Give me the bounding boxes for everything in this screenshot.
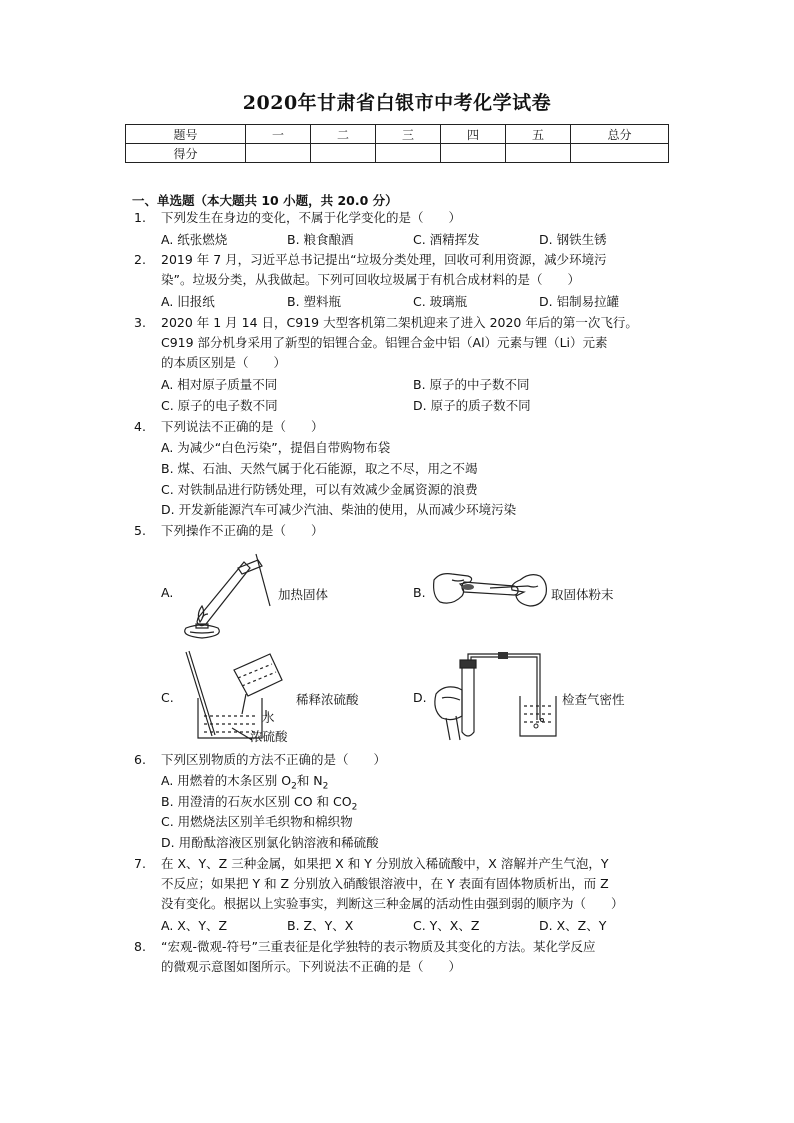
option-d[interactable]: D. 铝制易拉罐 xyxy=(539,294,620,309)
air-tightness-figure xyxy=(432,650,562,742)
option-d[interactable]: D. 钢铁生锈 xyxy=(539,232,607,247)
question-6 xyxy=(134,750,674,770)
option-b[interactable]: B. 粮食酿酒 xyxy=(287,232,354,247)
option-b-letter[interactable]: B. xyxy=(413,585,426,600)
option-c[interactable]: C. 对铁制品进行防锈处理，可以有效减少金属资源的浪费 xyxy=(161,482,478,497)
question-4 xyxy=(134,417,674,437)
question-3 xyxy=(134,313,674,373)
score-cell[interactable] xyxy=(571,144,669,163)
q7-options xyxy=(161,916,681,936)
subscript: 2 xyxy=(291,781,297,792)
option-a-label: 加热固体 xyxy=(278,587,329,602)
question-stem-line: 的本质区别是（ ） xyxy=(161,355,287,370)
option-b-text: B. 用澄清的石灰水区别 CO 和 CO xyxy=(161,794,352,809)
subscript: 2 xyxy=(322,781,329,792)
section-heading: 一、单选题（本大题共 10 小题，共 20.0 分） xyxy=(132,193,398,208)
score-cell[interactable] xyxy=(246,144,311,163)
question-8 xyxy=(134,937,674,977)
option-b[interactable]: B. Z、Y、X xyxy=(287,918,354,933)
question-stem: 下列发生在身边的变化，不属于化学变化的是（ ） xyxy=(161,210,462,225)
score-cell[interactable] xyxy=(311,144,376,163)
question-stem-line: 染”。垃圾分类，从我做起。下列可回收垃圾属于有机合成材料的是（ ） xyxy=(161,272,580,287)
option-d-label: 检查气密性 xyxy=(562,692,625,707)
score-table xyxy=(125,124,669,163)
score-cell[interactable] xyxy=(441,144,506,163)
score-cell[interactable] xyxy=(376,144,441,163)
question-stem-line: 在 X、Y、Z 三种金属，如果把 X 和 Y 分别放入稀硫酸中，X 溶解并产生气泡，Y xyxy=(161,856,609,871)
water-label: 水 xyxy=(262,710,275,725)
acid-label: 浓硫酸 xyxy=(250,729,288,744)
q3-options-row1 xyxy=(161,375,681,395)
header-cell: 五 xyxy=(506,125,571,144)
option-c[interactable]: C. 原子的电子数不同 xyxy=(161,398,278,413)
option-c[interactable]: C. 用燃烧法区别羊毛织物和棉织物 xyxy=(161,814,353,829)
question-7 xyxy=(134,854,674,914)
taking-powder-figure xyxy=(432,566,548,612)
option-a[interactable]: A. X、Y、Z xyxy=(161,918,228,933)
heating-solid-figure xyxy=(178,548,273,640)
option-b[interactable]: B. 煤、石油、天然气属于化石能源，取之不尽，用之不竭 xyxy=(161,461,478,476)
question-number: 8. xyxy=(134,939,146,954)
q2-options xyxy=(161,292,681,312)
option-c[interactable]: C. 酒精挥发 xyxy=(413,232,480,247)
question-1 xyxy=(134,208,674,228)
exam-title: 2020年甘肃省白银市中考化学试卷 xyxy=(242,92,552,114)
question-stem-line: 不反应；如果把 Y 和 Z 分别放入硝酸银溶液中，在 Y 表面有固体物质析出，而 Z xyxy=(161,876,609,891)
option-c[interactable]: C. 玻璃瓶 xyxy=(413,294,468,309)
row-label: 得分 xyxy=(126,144,246,163)
score-cell[interactable] xyxy=(506,144,571,163)
option-a-text: 和 N xyxy=(296,773,323,788)
option-c[interactable]: C. Y、X、Z xyxy=(413,918,480,933)
option-c-label: 稀释浓硫酸 xyxy=(296,692,359,707)
header-cell: 一 xyxy=(246,125,311,144)
question-stem-line: 2020 年 1 月 14 日，C919 大型客机第二架机迎来了进入 2020 年后的第一次飞行。 xyxy=(161,315,638,330)
score-table-header-row xyxy=(126,125,669,144)
question-number: 6. xyxy=(134,752,146,767)
question-stem: 下列说法不正确的是（ ） xyxy=(161,419,324,434)
question-stem: 下列区别物质的方法不正确的是（ ） xyxy=(161,752,387,767)
option-a[interactable] xyxy=(161,771,328,792)
question-number: 4. xyxy=(134,419,146,434)
option-a-letter[interactable]: A. xyxy=(161,585,174,600)
option-a[interactable]: A. 相对原子质量不同 xyxy=(161,377,278,392)
option-a[interactable]: A. 为减少“白色污染”，提倡自带购物布袋 xyxy=(161,440,391,455)
option-b[interactable] xyxy=(161,792,357,813)
question-number: 2. xyxy=(134,252,146,267)
option-b[interactable]: B. 塑料瓶 xyxy=(287,294,342,309)
subscript: 2 xyxy=(351,802,358,813)
question-number: 7. xyxy=(134,856,146,871)
q1-options xyxy=(161,230,681,250)
option-a[interactable]: A. 纸张燃烧 xyxy=(161,232,228,247)
header-cell: 二 xyxy=(311,125,376,144)
option-d[interactable]: D. 开发新能源汽车可减少汽油、柴油的使用，从而减少环境污染 xyxy=(161,502,517,517)
header-cell: 总分 xyxy=(571,125,669,144)
q3-options-row2 xyxy=(161,396,681,416)
question-number: 3. xyxy=(134,315,146,330)
question-number: 5. xyxy=(134,523,146,538)
question-stem-line: “宏观-微观-符号”三重表征是化学独特的表示物质及其变化的方法。某化学反应 xyxy=(161,939,596,954)
option-a-text: A. 用燃着的木条区别 O xyxy=(161,773,292,788)
question-stem-line: 2019 年 7 月，习近平总书记提出“垃圾分类处理，回收可利用资源，减少环境污 xyxy=(161,252,607,267)
question-stem: 下列操作不正确的是（ ） xyxy=(161,523,324,538)
option-d[interactable]: D. X、Z、Y xyxy=(539,918,607,933)
option-c-letter[interactable]: C. xyxy=(161,690,174,705)
option-b-label: 取固体粉末 xyxy=(551,587,614,602)
option-a[interactable]: A. 旧报纸 xyxy=(161,294,215,309)
header-cell: 三 xyxy=(376,125,441,144)
question-2 xyxy=(134,250,674,290)
question-5 xyxy=(134,521,674,541)
header-cell: 四 xyxy=(441,125,506,144)
option-d[interactable]: D. 原子的质子数不同 xyxy=(413,398,531,413)
option-d-letter[interactable]: D. xyxy=(413,690,427,705)
question-number: 1. xyxy=(134,210,146,225)
score-table-score-row xyxy=(126,144,669,163)
question-stem-line: 的微观示意图如图所示。下列说法不正确的是（ ） xyxy=(161,959,462,974)
question-stem-line: 没有变化。根据以上实验事实，判断这三种金属的活动性由强到弱的顺序为（ ） xyxy=(161,896,624,911)
question-stem-line: C919 部分机身采用了新型的铝锂合金。铝锂合金中铝（Al）元素与锂（Li）元素 xyxy=(161,335,608,350)
header-cell: 题号 xyxy=(126,125,246,144)
option-b[interactable]: B. 原子的中子数不同 xyxy=(413,377,530,392)
option-d[interactable]: D. 用酚酞溶液区别氯化钠溶液和稀硫酸 xyxy=(161,835,379,850)
